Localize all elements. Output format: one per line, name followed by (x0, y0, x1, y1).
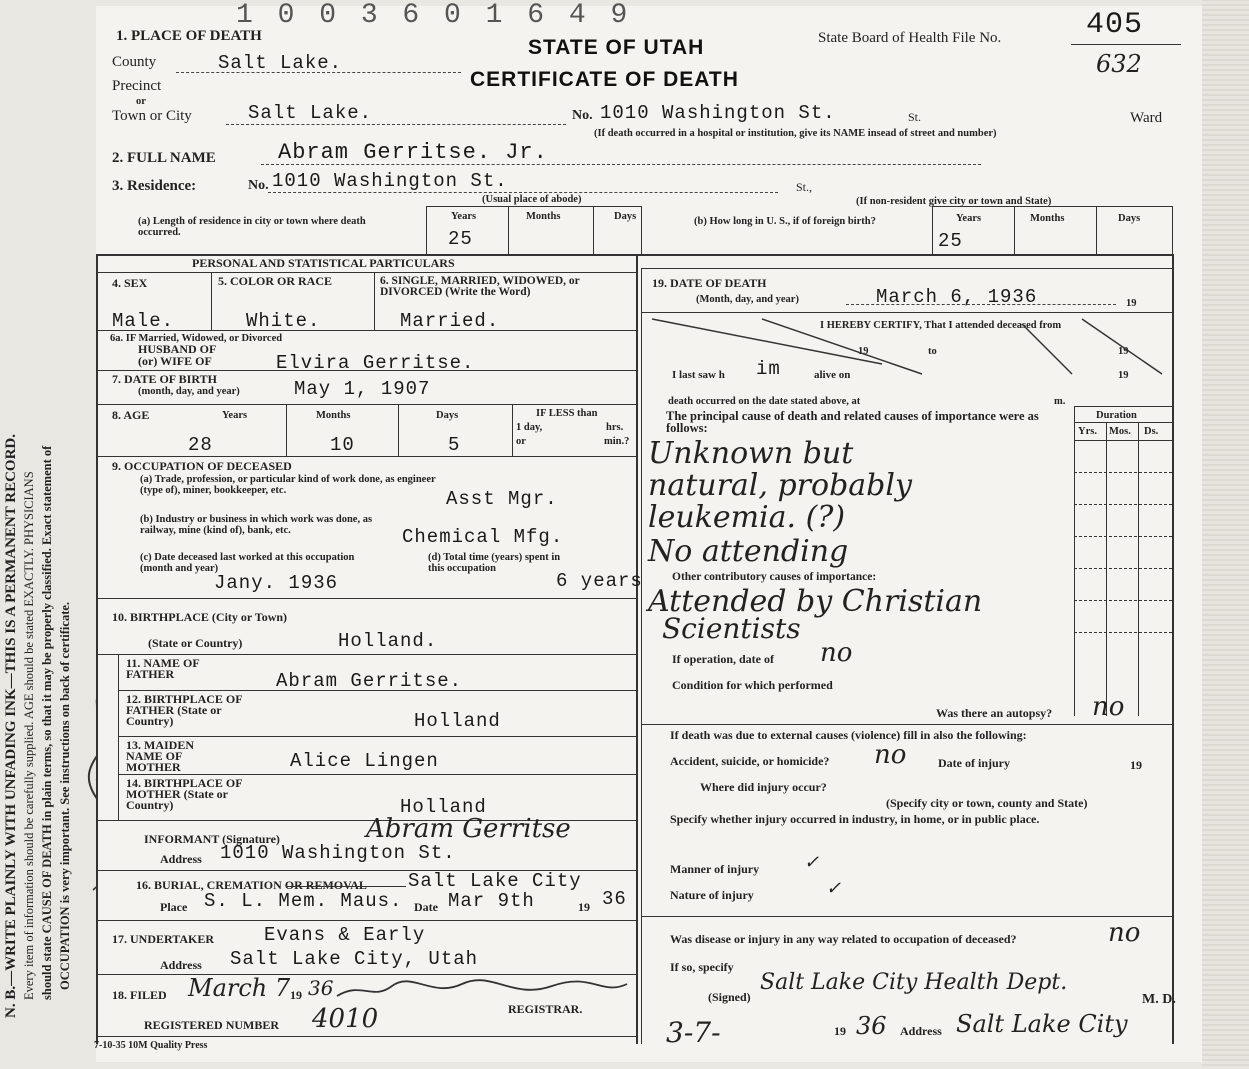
occupation-a-label: (a) Trade, profession, or particular kind of work done, as engineer (type of), miner, bookkeeper, etc. (140, 474, 436, 496)
b-months-label: Months (1030, 213, 1065, 224)
autopsy-value: no (1092, 692, 1125, 722)
precinct-label: Precinct (112, 78, 162, 94)
informant-signature: Abram Gerritse (366, 814, 571, 844)
cause-line-3: leukemia. (?) (648, 500, 846, 535)
spouse-value: Elvira Gerritse. (276, 352, 475, 374)
mother-birthplace-label: 14. BIRTHPLACE OF MOTHER (State or Country) (126, 776, 243, 812)
usual-abode-note: (Usual place of abode) (482, 194, 582, 205)
related-label: Was disease or injury in any way related to occupation of deceased? (670, 932, 1017, 946)
file-number-handwritten: 632 (1096, 50, 1142, 78)
father-birthplace-label: 12. BIRTHPLACE OF FATHER (State or Country) (126, 692, 243, 728)
age-months-value: 10 (330, 434, 355, 456)
left-margin (0, 0, 96, 1069)
occupation-d-value: 6 years (556, 570, 643, 592)
undertaker-address-label: Address (160, 958, 202, 972)
burial-date-label: Date (414, 900, 438, 914)
burial-label: 16. BURIAL, CREMATION OR REMOVAL (136, 878, 367, 892)
or-label: or (136, 96, 146, 107)
full-name-label: 2. FULL NAME (112, 150, 216, 166)
state-title: STATE OF UTAH (528, 36, 705, 59)
a-years-label: Years (451, 211, 477, 222)
duration-yrs: Yrs. (1078, 426, 1097, 437)
manner-check: ✓ (804, 852, 820, 873)
dod-year-label: 19 (1126, 298, 1137, 309)
sign-year-prefix: 19 (834, 1024, 846, 1038)
sex-value: Male. (112, 310, 175, 332)
dob-label-2: (month, day, and year) (138, 386, 240, 397)
burial-year: 36 (602, 888, 627, 910)
injury-date-label: Date of injury (938, 756, 1010, 770)
non-resident-note: (If non-resident give city or town and State) (856, 196, 1052, 207)
town-label: Town or City (112, 108, 192, 124)
related-value: no (1108, 918, 1141, 948)
accident-label: Accident, suicide, or homicide? (670, 754, 830, 768)
time-in-us-label: (b) How long in U. S., if of foreign birth? (694, 216, 876, 227)
registrar-label: REGISTRAR. (508, 1002, 583, 1016)
file-number: 405 (1086, 8, 1144, 42)
less-min-label: min.? (604, 436, 630, 447)
less-or-label: or (516, 436, 526, 447)
signed-label: (Signed) (708, 990, 751, 1004)
undertaker-value: Evans & Early (264, 924, 426, 946)
full-name-value: Abram Gerritse. Jr. (278, 140, 548, 165)
where-injury-label: Where did injury occur? (700, 780, 827, 794)
color-label: 5. COLOR OR RACE (218, 274, 333, 288)
operation-label: If operation, date of (672, 652, 774, 666)
informant-address-label: Address (160, 852, 202, 866)
marital-value: Married. (400, 310, 500, 332)
duration-ds: Ds. (1144, 426, 1159, 437)
date-of-death: March 6, 1936 (876, 286, 1038, 308)
specify-city-label: (Specify city or town, county and State) (886, 796, 1088, 810)
burial-year-prefix: 19 (578, 900, 590, 914)
age-months-label: Months (316, 410, 351, 421)
external-causes-label: If death was due to external causes (violence) fill in also the following: (670, 728, 1027, 742)
certify-from-year: 19 (858, 346, 869, 357)
duration-label: Duration (1096, 410, 1137, 421)
st-label: St. (908, 110, 922, 124)
a-days-label: Days (614, 211, 637, 222)
filed-year-prefix: 19 (290, 988, 302, 1002)
last-saw-value: im (756, 358, 781, 380)
autopsy-label: Was there an autopsy? (936, 706, 1053, 720)
registrar-signature (332, 976, 632, 1006)
age-label: 8. AGE (112, 408, 150, 422)
age-days-value: 5 (448, 434, 461, 456)
residence-value: 1010 Washington St. (272, 170, 508, 192)
certify-to-year: 19 (1118, 346, 1129, 357)
if-so-label: If so, specify (670, 960, 734, 974)
burial-place-label: Place (160, 900, 188, 914)
occupation-label: 9. OCCUPATION OF DECEASED (112, 459, 292, 473)
certificate-title: CERTIFICATE OF DEATH (470, 68, 739, 91)
alive-year-label: 19 (1118, 370, 1129, 381)
certificate-sheet (94, 0, 1202, 1062)
registered-number-label: REGISTERED NUMBER (144, 1018, 280, 1032)
county-value: Salt Lake. (218, 52, 343, 74)
burial-date-value: Mar 9th (448, 890, 535, 912)
dod-label: 19. DATE OF DEATH (652, 276, 767, 290)
contributory-line-1: Attended by Christian (648, 584, 983, 619)
birthplace-value: Holland. (338, 630, 438, 652)
sign-address-label: Address (900, 1024, 942, 1038)
duration-mos: Mos. (1109, 426, 1131, 437)
cause-line-1: Unknown but (648, 436, 854, 471)
filed-label: 18. FILED (112, 988, 167, 1002)
mother-name-label: 13. MAIDEN NAME OF MOTHER (126, 738, 194, 774)
a-months-label: Months (526, 211, 561, 222)
spouse-label-2: HUSBAND OF (138, 342, 217, 356)
sign-date: 3-7- (666, 1016, 721, 1049)
b-years-label: Years (956, 213, 982, 224)
occupation-c-value: Jany. 1936 (214, 572, 339, 594)
injury-year-label: 19 (1130, 758, 1142, 772)
less-day-label: 1 day, (516, 422, 543, 433)
specify-where-label: Specify whether injury occurred in industry, in home, or in public place. (670, 812, 1040, 826)
margin-instruction-4: OCCUPATION is very important. See instructions on back of certificate. (58, 601, 72, 990)
contributory-label: Other contributory causes of importance: (672, 571, 877, 583)
occupation-d-label: (d) Total time (years) spent in this occupation (428, 552, 561, 574)
occupation-a-value: Asst Mgr. (446, 488, 558, 510)
occupation-c-label: (c) Date deceased last worked at this occupation (month and year) (140, 552, 355, 574)
ward-label: Ward (1130, 110, 1163, 126)
certify-to-label: to (928, 346, 937, 357)
personal-header: PERSONAL AND STATISTICAL PARTICULARS (192, 256, 455, 270)
print-footer: 7-10-35 10M Quality Press (94, 1040, 208, 1051)
filed-date: March 7 (188, 974, 291, 1002)
father-name-value: Abram Gerritse. (276, 670, 463, 692)
marital-label: 6. SINGLE, MARRIED, WIDOWED, or DIVORCED (Write the Word) (380, 275, 580, 298)
place-of-death-label: 1. PLACE OF DEATH (116, 28, 262, 44)
registered-number-value: 4010 (312, 1004, 379, 1034)
contributory-line-2: Scientists (662, 612, 801, 645)
certify-label: I HEREBY CERTIFY, That I attended deceased from (820, 320, 1062, 331)
us-years: 25 (938, 230, 963, 252)
sex-label: 4. SEX (112, 276, 148, 290)
mother-name-value: Alice Lingen (290, 750, 439, 772)
color-value: White. (246, 310, 321, 332)
residence-years: 25 (448, 228, 473, 250)
age-years-label: Years (222, 410, 248, 421)
nature-label: Nature of injury (670, 888, 754, 902)
alive-on-label: alive on (814, 369, 851, 381)
age-days-label: Days (436, 410, 459, 421)
margin-instruction-3: should state CAUSE OF DEATH in plain terms, so that it may be properly classified. Exact statement of (40, 445, 54, 1000)
residence-no-label: No. (248, 178, 269, 193)
condition-label: Condition for which performed (672, 678, 833, 692)
mother-birthplace-value: Holland (400, 796, 487, 818)
spouse-label-3: (or) WIFE OF (138, 354, 212, 368)
less-than-label: IF LESS than (536, 408, 598, 419)
occupation-b-value: Chemical Mfg. (402, 526, 564, 548)
informant-label: INFORMANT (Signature) (144, 832, 280, 846)
less-hrs-label: hrs. (606, 422, 624, 433)
sign-year: 36 (856, 1012, 887, 1040)
burial-place-value: S. L. Mem. Maus. (204, 890, 403, 912)
last-saw-label: I last saw h (672, 369, 725, 381)
filed-year: 36 (308, 976, 334, 1000)
strike-lines (642, 314, 1172, 394)
cause-label: The principal cause of death and related causes of importance were as follows: (666, 409, 1039, 435)
street-no-label: No. (572, 108, 593, 123)
town-value: Salt Lake. (248, 102, 373, 124)
undertaker-label: 17. UNDERTAKER (112, 932, 215, 946)
m-label: m. (1054, 396, 1066, 407)
dob-label-1: 7. DATE OF BIRTH (112, 372, 217, 386)
length-residence-label: (a) Length of residence in city or town where death occurred. (138, 216, 366, 238)
nature-check: ✓ (826, 878, 842, 899)
residence-st-label: St., (796, 180, 813, 194)
residence-label: 3. Residence: (112, 178, 197, 194)
burial-city: Salt Lake City (408, 870, 582, 892)
spouse-label-1: 6a. IF Married, Widowed, or Divorced (110, 333, 283, 344)
hospital-note: (If death occurred in a hospital or institution, give its NAME insead of street and number) (594, 128, 997, 139)
manner-label: Manner of injury (670, 862, 760, 876)
death-address: 1010 Washington St. (600, 102, 836, 124)
signature-health-dept: Salt Lake City Health Dept. (760, 970, 1068, 995)
margin-instruction-2: Every item of information should be carefully supplied. AGE should be stated EXACTLY. PHYSICIANS (22, 471, 36, 1000)
operation-value: no (820, 638, 853, 668)
informant-address-value: 1010 Washington St. (220, 842, 456, 864)
death-occurred-label: death occurred on the date stated above, at (668, 396, 861, 407)
serial-number: 1 0 0 3 6 0 1 6 4 9 (236, 0, 632, 31)
b-days-label: Days (1118, 213, 1141, 224)
margin-instruction-1: N. B.—WRITE PLAINLY WITH UNFADING INK—THIS IS A PERMANENT RECORD. (3, 434, 19, 1018)
dod-sub-label: (Month, day, and year) (696, 294, 799, 305)
cause-line-4: No attending (648, 534, 849, 569)
father-birthplace-value: Holland (414, 710, 501, 732)
sign-address-value: Salt Lake City (956, 1010, 1128, 1038)
birthplace-state-label: (State or Country) (148, 636, 243, 650)
md-label: M. D. (1142, 992, 1176, 1007)
occupation-b-label: (b) Industry or business in which work was done, as railway, mine (kind of), bank, etc. (140, 514, 373, 536)
file-label: State Board of Health File No. (818, 30, 1002, 46)
birthplace-label: 10. BIRTHPLACE (City or Town) (112, 610, 288, 624)
accident-value: no (874, 740, 907, 770)
cause-line-2: natural, probably (648, 468, 912, 503)
father-name-label: 11. NAME OF FATHER (126, 656, 200, 681)
dob-value: May 1, 1907 (294, 378, 431, 400)
age-years-value: 28 (188, 434, 213, 456)
scan-edge (1202, 0, 1249, 1069)
undertaker-address-value: Salt Lake City, Utah (230, 948, 479, 970)
county-label: County (112, 54, 157, 70)
